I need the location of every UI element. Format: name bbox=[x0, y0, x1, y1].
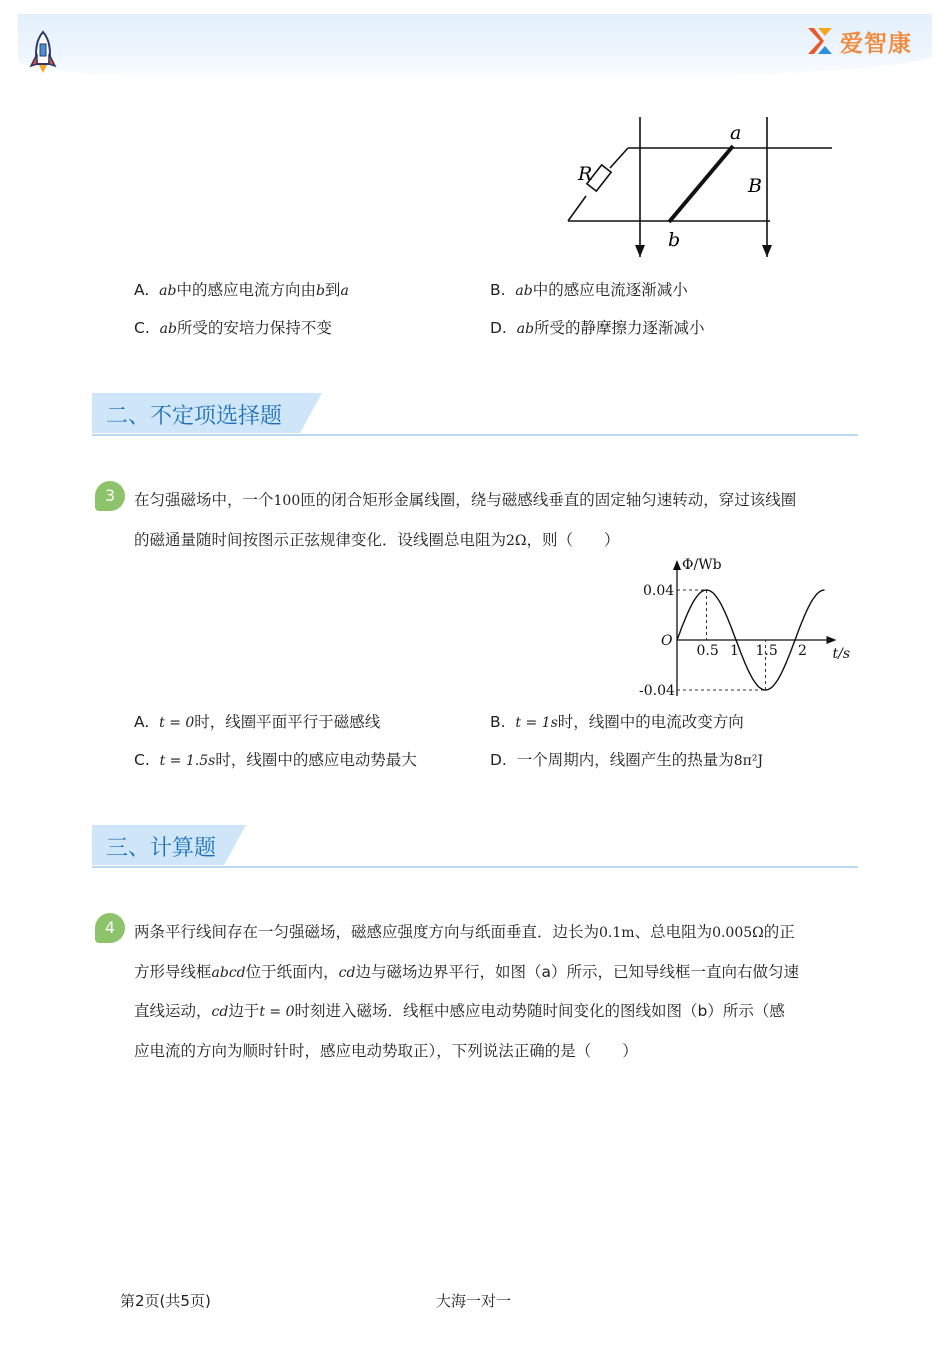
brand-logo bbox=[806, 24, 912, 58]
label-R: R bbox=[578, 163, 593, 185]
option-B[interactable] bbox=[490, 280, 688, 301]
x-tick-label: 2 bbox=[798, 643, 807, 659]
option-B[interactable] bbox=[490, 712, 744, 733]
label-b: b bbox=[668, 229, 681, 251]
section-rule bbox=[92, 434, 858, 436]
option-D[interactable] bbox=[490, 318, 705, 339]
option-C[interactable] bbox=[134, 318, 332, 339]
section-rule bbox=[92, 866, 858, 868]
option-D[interactable] bbox=[490, 750, 763, 771]
label-B: B bbox=[748, 175, 762, 197]
y-axis-label: Φ/Wb bbox=[682, 557, 722, 573]
math-term: b bbox=[315, 283, 325, 299]
label-a: a bbox=[730, 122, 742, 144]
x-axis-label: t/s bbox=[832, 646, 851, 662]
question-4-text bbox=[134, 913, 850, 1070]
rocket-logo-icon bbox=[28, 30, 58, 74]
math-term: ab bbox=[515, 283, 533, 299]
option-label: C. bbox=[134, 751, 150, 769]
option-text: 时，线圈中的电流改变方向 bbox=[557, 713, 744, 731]
question-line: 两条平行线间存在一匀强磁场，磁感应强度方向与纸面垂直．边长为0.1m、总电阻为0.005Ω的正 bbox=[134, 923, 795, 941]
option-label: C. bbox=[134, 319, 150, 337]
option-text: 中的感应电流方向由 bbox=[176, 281, 316, 299]
y-tick-label: 0.04 bbox=[643, 583, 675, 599]
question-number: 4 bbox=[95, 913, 125, 943]
option-text: 到 bbox=[324, 281, 341, 299]
question-line: 应电流的方向为顺时针时，感应电动势取正），下列说法正确的是（ ） bbox=[134, 1041, 638, 1060]
option-text: 中的感应电流逐渐减小 bbox=[532, 281, 688, 299]
question-number: 3 bbox=[95, 481, 125, 511]
x-tick-label: 0.5 bbox=[696, 643, 719, 659]
page-number: 第2页(共5页) bbox=[120, 1292, 211, 1310]
origin-label: O bbox=[661, 633, 673, 649]
section-header-3 bbox=[92, 825, 858, 869]
option-text: 时，线圈中的感应电动势最大 bbox=[215, 751, 417, 769]
brand-mark-icon bbox=[806, 26, 834, 56]
flux-chart bbox=[632, 553, 852, 703]
option-A[interactable] bbox=[134, 280, 349, 301]
question-3-text bbox=[134, 481, 850, 560]
option-label: A. bbox=[134, 713, 150, 731]
math-term: ab bbox=[516, 321, 535, 337]
header-band bbox=[18, 14, 932, 82]
option-label: B. bbox=[490, 713, 506, 731]
question-line: 的磁通量随时间按图示正弦规律变化．设线圈总电阻为2Ω，则（ ） bbox=[134, 530, 620, 549]
option-label: D. bbox=[490, 319, 507, 337]
section-title: 三、计算题 bbox=[106, 836, 217, 861]
option-text: 一个周期内，线圈产生的热量为 bbox=[516, 751, 734, 769]
math-term: 8π²J bbox=[733, 753, 764, 769]
option-text: 所受的安培力保持不变 bbox=[176, 319, 332, 337]
math-term: t = 1.5s bbox=[159, 753, 216, 769]
question-line: 在匀强磁场中，一个100匝的闭合矩形金属线圈，绕与磁感线垂直的固定轴匀速转动，穿过该线圈 bbox=[134, 491, 797, 509]
x-tick-label: 1.5 bbox=[755, 643, 778, 659]
x-axis-arrow bbox=[827, 636, 837, 644]
y-tick-label: -0.04 bbox=[639, 683, 675, 699]
option-label: A. bbox=[134, 281, 150, 299]
option-A[interactable] bbox=[134, 712, 380, 733]
brand-name: 爱智康 bbox=[840, 30, 912, 57]
section-title: 二、不定项选择题 bbox=[106, 404, 283, 429]
option-C[interactable] bbox=[134, 750, 417, 771]
option-label: D. bbox=[490, 751, 507, 769]
y-axis-arrow bbox=[673, 560, 681, 570]
question-line: 直线运动，cd边于t = 0时刻进入磁场．线框中感应电动势随时间变化的图线如图（b）所示（感 bbox=[134, 1002, 785, 1020]
question-line: 方形导线框abcd位于纸面内，cd边与磁场边界平行，如图（a）所示，已知导线框一直向右做匀速 bbox=[134, 962, 799, 981]
math-term: ab bbox=[159, 321, 177, 337]
footer-center: 大海一对一 bbox=[436, 1292, 512, 1310]
math-term: t = 1s bbox=[515, 715, 558, 731]
section-header-2 bbox=[92, 393, 858, 437]
option-label: B. bbox=[490, 281, 506, 299]
math-term: a bbox=[340, 283, 349, 299]
x-tick-label: 1 bbox=[730, 643, 739, 659]
option-text: 所受的静摩擦力逐渐减小 bbox=[534, 319, 705, 337]
math-term: ab bbox=[159, 283, 177, 299]
math-term: t = 0 bbox=[159, 715, 195, 731]
option-text: 时，线圈平面平行于磁感线 bbox=[194, 713, 381, 731]
rails-figure bbox=[565, 112, 840, 264]
